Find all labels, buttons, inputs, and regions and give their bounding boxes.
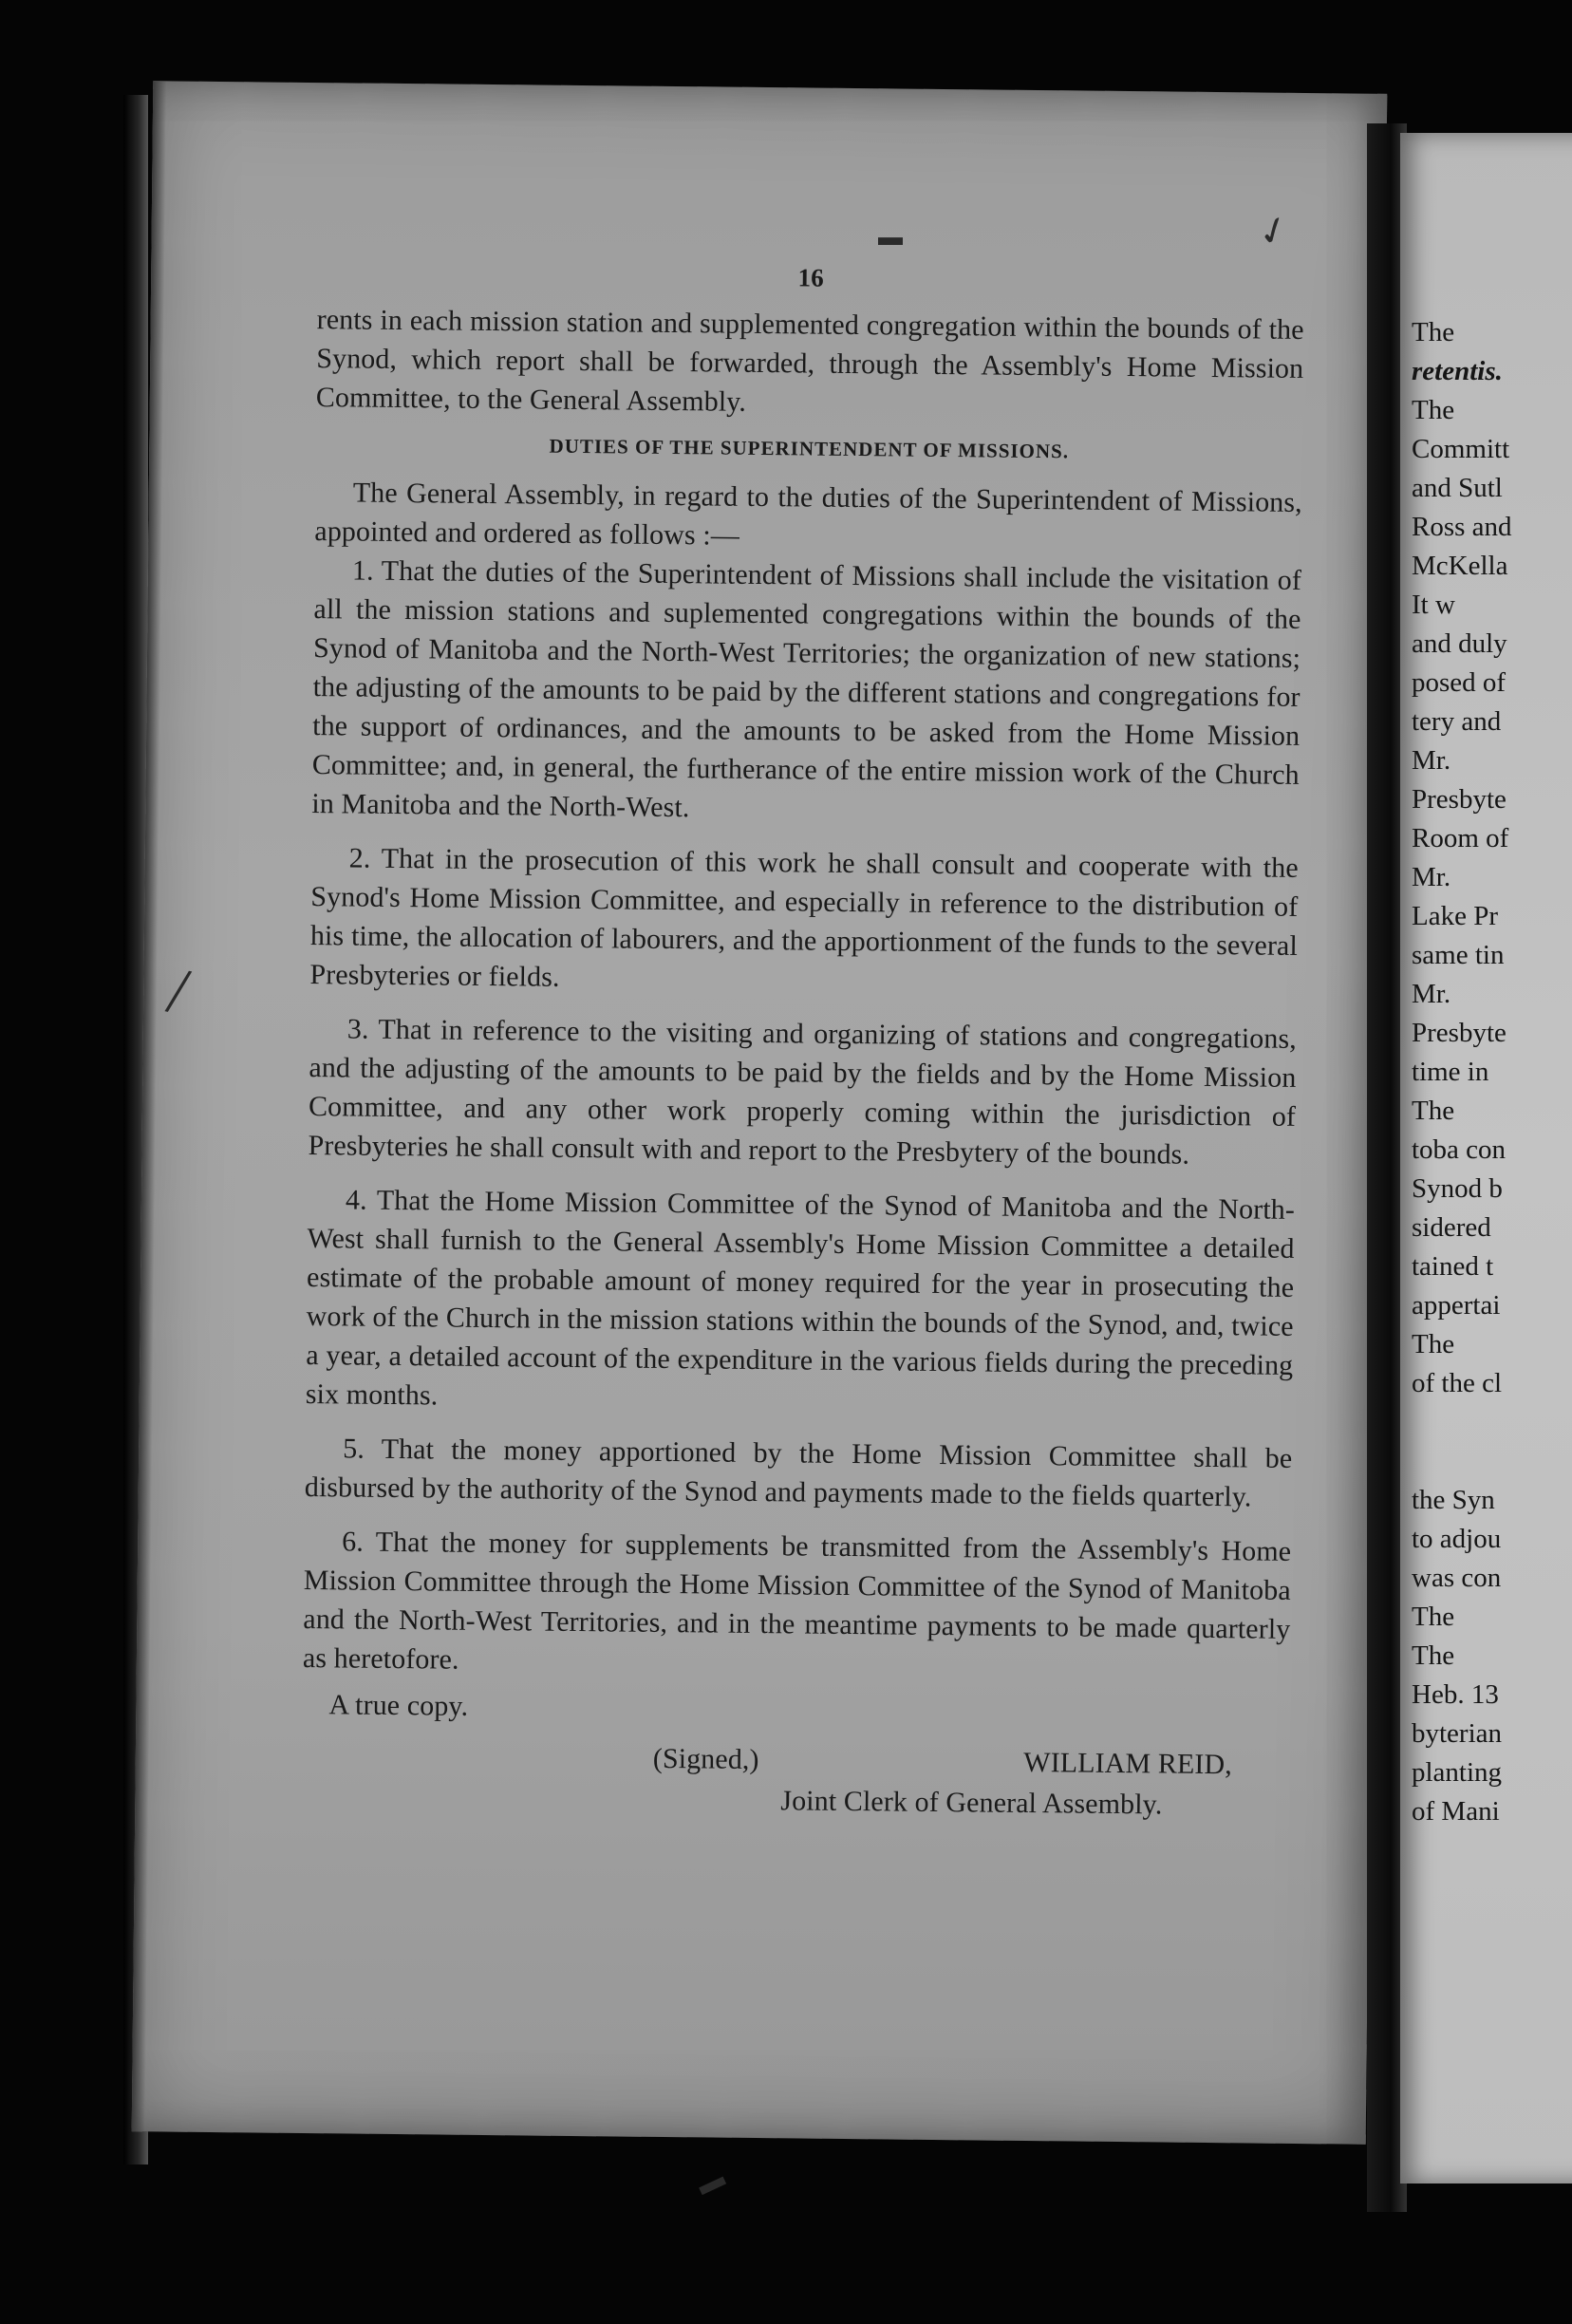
- line-gap: [1412, 1442, 1572, 1481]
- right-page-line: The: [1412, 1602, 1455, 1632]
- right-page-line: Lake Pr: [1412, 901, 1498, 931]
- pen-mark: /: [161, 953, 196, 1030]
- opening-paragraph: rents in each mission station and supplemented congregation within the bounds of the Synod, which report shall be forwarded, through the Assembly's Home Mission Committee, to the General Assembly.: [315, 304, 1304, 418]
- right-page: [1400, 133, 1572, 2183]
- right-page-line: The: [1412, 1329, 1455, 1359]
- right-page-line: and duly: [1412, 628, 1507, 659]
- left-page-text: [301, 253, 1304, 1826]
- right-page-line: toba con: [1412, 1134, 1506, 1165]
- right-page-line: Presbyte: [1412, 784, 1506, 815]
- duty-item-4: 4. That the Home Mission Committee of the Synod of Manitoba and the North-West shall furnish to the General Assembly's Home Mission Committee a detailed estimate of the probable amount of money required for the year in prosecuting the work of the Church in the mission stations within the bounds of the Synod, and, twice a year, a detailed account of the expenditure in the various fields during the preceding six months.: [305, 1184, 1296, 1412]
- right-page-line: The: [1412, 395, 1455, 425]
- right-page-line: same tin: [1412, 940, 1505, 970]
- duty-item-2: 2. That in the prosecution of this work he shall consult and cooperate with the Synod's Home Mission Committee, and especially in reference to the distribution of his time, the allocation of labourers, and the apportionment of the funds to the several Presbyteries or fields.: [309, 842, 1299, 993]
- right-page-line: retentis.: [1412, 356, 1503, 386]
- page-number: 16: [797, 263, 824, 292]
- line-gap: [1412, 1403, 1572, 1442]
- right-page-line: planting: [1412, 1757, 1503, 1788]
- right-page-line: was con: [1412, 1563, 1502, 1593]
- right-page-line: the Syn: [1412, 1485, 1495, 1515]
- duty-item-5: 5. That the money apportioned by the Home Mission Committee shall be disbursed by the authority of the Synod and payments made to the fields quarterly.: [304, 1433, 1293, 1513]
- right-page-line: Ross and: [1412, 512, 1512, 542]
- right-page-line: Mr.: [1412, 862, 1451, 892]
- right-page-line: Mr.: [1412, 745, 1451, 776]
- intro-paragraph: The General Assembly, in regard to the duties of the Superintendent of Missions, appointed and ordered as follows :—: [314, 477, 1302, 552]
- ink-blemish: ▬: [692, 2163, 730, 2202]
- right-page-line: posed of: [1412, 667, 1506, 698]
- signatory-title: Joint Clerk of General Assembly.: [780, 1785, 1163, 1821]
- right-page-line: Presbyte: [1412, 1018, 1506, 1048]
- true-copy-line: A true copy.: [328, 1689, 469, 1722]
- right-page-line: The: [1412, 1640, 1455, 1671]
- duty-item-1: 1. That the duties of the Superintendent of Missions shall include the visitation of all the mission stations and suplemented congregations within the bounds of the Synod of Manitoba and the North-West Territories; the organization of new stations; the adjusting of the amounts to be paid by the different stations and congregations for the support of ordinances, and the amounts to be asked from the Home Mission Committee; and, in general, the furtherance of the entire mission work of the Church in Manitoba and the North-West.: [311, 554, 1302, 824]
- section-heading: DUTIES OF THE SUPERINTENDENT OF MISSIONS.: [549, 434, 1070, 463]
- ink-blemish: ✓: [1251, 205, 1297, 257]
- right-page-line: The: [1412, 1096, 1455, 1126]
- right-page-line: tained t: [1412, 1251, 1494, 1282]
- right-page-line: tery and: [1412, 706, 1502, 737]
- right-page-line: and Sutl: [1412, 473, 1503, 503]
- signed-label: (Signed,): [652, 1742, 759, 1776]
- right-page-line: of the cl: [1412, 1368, 1503, 1398]
- right-page-line: Committ: [1412, 434, 1510, 464]
- ink-blemish: ▬: [878, 223, 903, 251]
- right-page-line: appertai: [1412, 1290, 1501, 1321]
- right-page-text: [1412, 313, 1572, 1831]
- right-page-line: time in: [1412, 1057, 1489, 1087]
- right-page-line: of Mani: [1412, 1796, 1500, 1827]
- right-page-line: It w: [1412, 590, 1455, 620]
- right-page-line: The: [1412, 317, 1455, 347]
- signatory-name: WILLIAM REID,: [1023, 1746, 1233, 1781]
- duty-item-3: 3. That in reference to the visiting and organizing of stations and congregations, and the adjusting of the amounts to be paid by the fields and by the Home Mission Committee, and any other work properly coming within the jurisdiction of Presbyteries he shall consult with and report to the Presbytery of the bounds.: [308, 1013, 1298, 1171]
- right-page-line: sidered: [1412, 1212, 1491, 1243]
- right-page-line: Synod b: [1412, 1173, 1503, 1204]
- right-page-line: McKella: [1412, 551, 1508, 581]
- right-page-line: byterian: [1412, 1718, 1503, 1749]
- right-page-line: Heb. 13: [1412, 1679, 1499, 1710]
- left-page: [132, 81, 1388, 2144]
- duty-item-6: 6. That the money for supplements be transmitted from the Assembly's Home Mission Committee through the Home Mission Committee of the Synod of Manitoba and the North-West Territories, and in the meantime payments to be made quarterly as heretofore.: [302, 1526, 1292, 1676]
- right-page-line: to adjou: [1412, 1524, 1502, 1554]
- right-page-line: Room of: [1412, 823, 1509, 853]
- right-page-line: Mr.: [1412, 979, 1451, 1009]
